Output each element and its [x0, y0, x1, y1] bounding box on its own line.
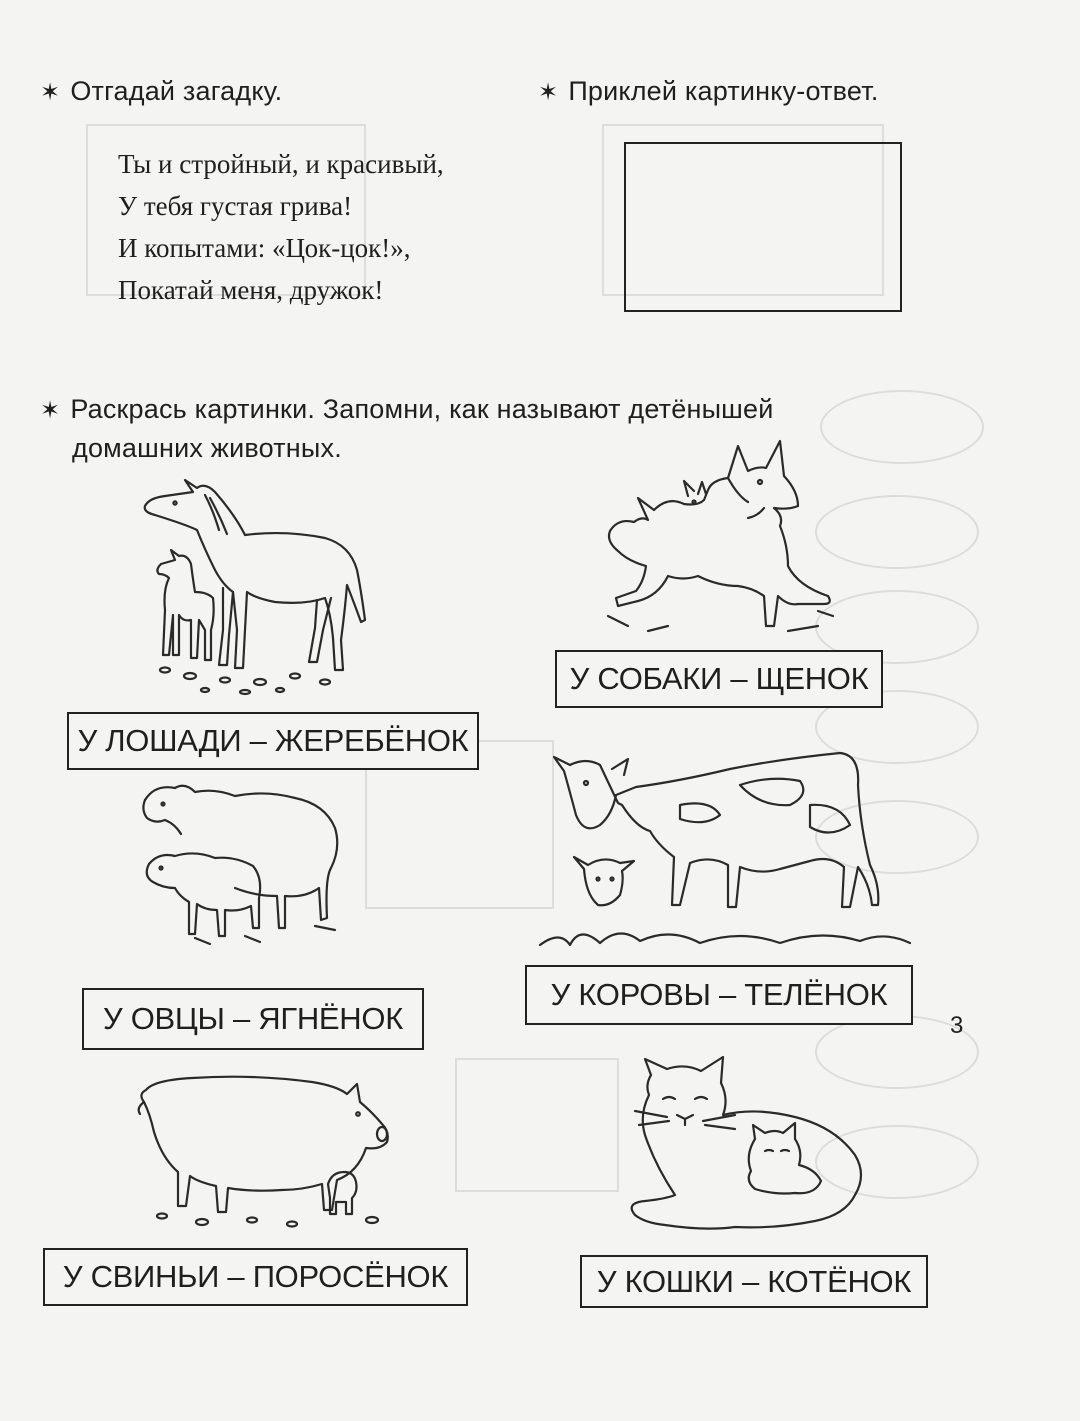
riddle-poem	[118, 143, 444, 311]
label-horse: У ЛОШАДИ – ЖЕРЕБЁНОК	[67, 712, 479, 770]
star-bullet-icon: ✶	[40, 78, 61, 106]
showthrough-oval	[815, 495, 979, 569]
showthrough-oval	[820, 390, 984, 464]
task-riddle-heading	[40, 72, 282, 111]
task-paste-text: Приклей картинку-ответ.	[568, 76, 879, 106]
riddle-line: Ты и стройный, и красивый,	[118, 149, 444, 179]
horse-foal-icon[interactable]	[135, 470, 375, 700]
label-cat: У КОШКИ – КОТЁНОК	[580, 1255, 928, 1308]
label-cow: У КОРОВЫ – ТЕЛЁНОК	[525, 965, 913, 1025]
label-dog: У СОБАКИ – ЩЕНОК	[555, 650, 883, 708]
riddle-line: И копытами: «Цок-цок!»,	[118, 233, 411, 263]
showthrough-box	[455, 1058, 619, 1192]
pig-piglet-icon[interactable]	[132, 1072, 397, 1232]
task-color-text-line1: Раскрась картинки. Запомни, как называют детёнышей	[70, 394, 774, 424]
dog-puppy-icon[interactable]	[588, 436, 838, 641]
task-paste-heading	[538, 72, 879, 111]
answer-paste-box[interactable]	[624, 142, 902, 312]
star-bullet-icon: ✶	[538, 78, 559, 106]
task-riddle-text: Отгадай загадку.	[70, 76, 283, 106]
task-color-text-line2: домашних животных.	[72, 433, 342, 463]
cow-calf-icon[interactable]	[540, 745, 910, 950]
label-pig: У СВИНЬИ – ПОРОСЁНОК	[43, 1248, 468, 1306]
cat-kitten-icon[interactable]	[605, 1055, 875, 1240]
page-number: 3	[950, 1012, 964, 1039]
star-bullet-icon: ✶	[40, 396, 61, 424]
riddle-line: Покатай меня, дружок!	[118, 275, 384, 305]
riddle-line: У тебя густая грива!	[118, 191, 353, 221]
sheep-lamb-icon[interactable]	[135, 778, 345, 953]
label-sheep: У ОВЦЫ – ЯГНЁНОК	[82, 988, 424, 1050]
